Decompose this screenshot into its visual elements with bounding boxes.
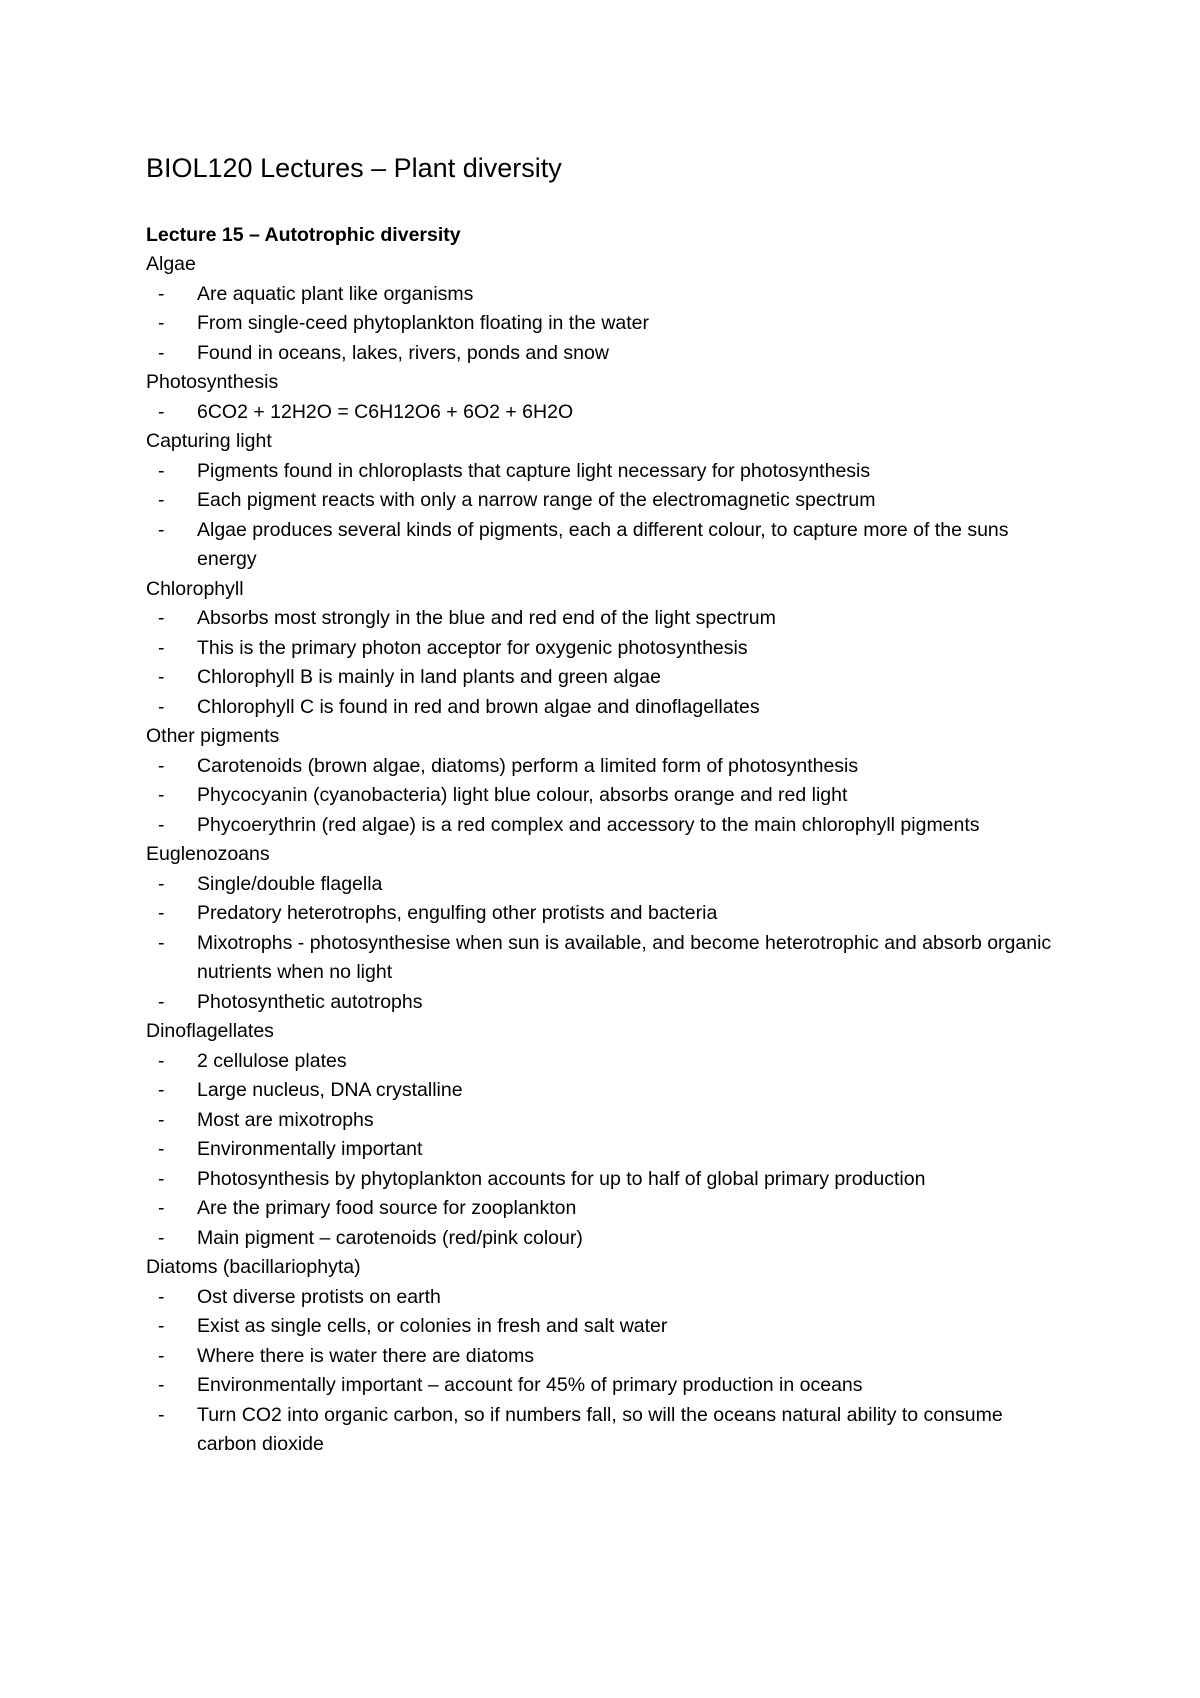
bullet-text: Main pigment – carotenoids (red/pink colour): [197, 1226, 583, 1249]
bullet-item: [146, 1135, 1056, 1165]
bullet-text: Chlorophyll C is found in red and brown algae and dinoflagellates: [197, 695, 760, 718]
bullet-dash: -: [158, 1197, 165, 1219]
bullet-dash: -: [158, 784, 165, 806]
bullet-item: [146, 309, 1056, 339]
bullet-item: [146, 1165, 1056, 1195]
bullet-text: Predatory heterotrophs, engulfing other protists and bacteria: [197, 902, 718, 924]
bullet-text: Photosynthesis by phytoplankton accounts for up to half of global primary production: [197, 1167, 926, 1190]
section-heading: Photosynthesis: [146, 371, 279, 393]
bullet-dash: -: [158, 902, 165, 924]
bullet-text: Turn CO2 into organic carbon, so if numbers fall, so will the oceans natural ability to consume carbon dioxide: [197, 1403, 1003, 1455]
bullet-dash: -: [158, 1079, 165, 1101]
bullet-item: [146, 516, 1056, 575]
bullet-text: Carotenoids (brown algae, diatoms) perform a limited form of photosynthesis: [197, 754, 859, 777]
bullet-item: [146, 870, 1056, 900]
bullet-item: [146, 899, 1056, 929]
bullet-item: [146, 752, 1056, 782]
bullet-list: [146, 457, 1056, 575]
bullet-dash: -: [158, 754, 165, 777]
bullet-item: [146, 781, 1056, 811]
bullet-dash: -: [158, 990, 165, 1013]
bullet-dash: -: [158, 1108, 165, 1131]
lecture-heading: Lecture 15 – Autotrophic diversity: [146, 224, 461, 246]
bullet-item: [146, 811, 1056, 841]
section-heading: Euglenozoans: [146, 843, 270, 865]
bullet-item: [146, 1224, 1056, 1254]
section-heading: Diatoms (bacillariophyta): [146, 1256, 361, 1278]
document-title: BIOL120 Lectures – Plant diversity: [146, 153, 562, 183]
bullet-text: Single/double flagella: [197, 872, 383, 895]
bullet-text: Phycoerythrin (red algae) is a red complex and accessory to the main chlorophyll pigments: [197, 813, 980, 836]
bullet-dash: -: [158, 400, 165, 423]
bullet-item: [146, 634, 1056, 664]
bullet-list: [146, 870, 1056, 1018]
bullet-dash: -: [158, 1285, 165, 1308]
bullet-dash: -: [158, 282, 165, 305]
bullet-list: [146, 1047, 1056, 1254]
bullet-text: Each pigment reacts with only a narrow range of the electromagnetic spectrum: [197, 489, 876, 511]
section-heading: Capturing light: [146, 430, 272, 452]
bullet-item: [146, 1312, 1056, 1342]
bullet-text: From single-ceed phytoplankton floating in the water: [197, 312, 650, 334]
bullet-item: [146, 1076, 1056, 1106]
bullet-text: Pigments found in chloroplasts that capture light necessary for photosynthesis: [197, 459, 871, 482]
bullet-item: [146, 457, 1056, 487]
bullet-text: Phycocyanin (cyanobacteria) light blue colour, absorbs orange and red light: [197, 784, 848, 806]
bullet-text: Large nucleus, DNA crystalline: [197, 1079, 463, 1101]
bullet-list: [146, 398, 1056, 428]
bullet-list: [146, 1283, 1056, 1460]
bullet-dash: -: [158, 1138, 165, 1160]
bullet-dash: -: [158, 1226, 165, 1249]
bullet-item: [146, 1401, 1056, 1460]
bullet-text: 2 cellulose plates: [197, 1049, 347, 1072]
bullet-text: Mixotrophs - photosynthesise when sun is available, and become heterotrophic and absorb organic nutrients when no light: [197, 931, 1052, 983]
section-heading: Other pigments: [146, 725, 280, 747]
bullet-text: Photosynthetic autotrophs: [197, 990, 423, 1013]
bullet-dash: -: [158, 607, 165, 629]
bullet-text: 6CO2 + 12H2O = C6H12O6 + 6O2 + 6H2O: [197, 400, 574, 423]
bullet-text: Are the primary food source for zooplankton: [197, 1197, 577, 1219]
bullet-list: [146, 280, 1056, 369]
bullet-item: [146, 1047, 1056, 1077]
bullet-dash: -: [158, 931, 165, 954]
bullet-dash: -: [158, 489, 165, 511]
bullet-item: [146, 1371, 1056, 1401]
bullet-item: [146, 929, 1056, 988]
bullet-item: [146, 1342, 1056, 1372]
bullet-dash: -: [158, 518, 165, 541]
bullet-item: [146, 1283, 1056, 1313]
bullet-text: Environmentally important: [197, 1138, 423, 1160]
bullet-dash: -: [158, 1344, 165, 1367]
bullet-text: This is the primary photon acceptor for oxygenic photosynthesis: [197, 636, 748, 659]
bullet-item: [146, 486, 1056, 516]
bullet-dash: -: [158, 1049, 165, 1072]
bullet-dash: -: [158, 1403, 165, 1426]
bullet-text: Exist as single cells, or colonies in fresh and salt water: [197, 1315, 668, 1337]
bullet-dash: -: [158, 1315, 165, 1337]
bullet-item: [146, 663, 1056, 693]
bullet-item: [146, 604, 1056, 634]
bullet-dash: -: [158, 341, 165, 364]
section-heading: Chlorophyll: [146, 577, 244, 600]
bullet-text: Ost diverse protists on earth: [197, 1285, 441, 1308]
bullet-item: [146, 1194, 1056, 1224]
bullet-list: [146, 752, 1056, 841]
bullet-item: [146, 280, 1056, 310]
bullet-text: Environmentally important – account for 45% of primary production in oceans: [197, 1374, 863, 1396]
sections-container: [146, 250, 1056, 1460]
bullet-item: [146, 693, 1056, 723]
bullet-list: [146, 604, 1056, 722]
bullet-dash: -: [158, 1167, 165, 1190]
section-heading: Algae: [146, 253, 196, 275]
bullet-text: Are aquatic plant like organisms: [197, 282, 474, 305]
bullet-dash: -: [158, 872, 165, 895]
bullet-item: [146, 398, 1056, 428]
bullet-dash: -: [158, 636, 165, 659]
bullet-text: Found in oceans, lakes, rivers, ponds and snow: [197, 341, 609, 364]
bullet-item: [146, 988, 1056, 1018]
bullet-text: Absorbs most strongly in the blue and red end of the light spectrum: [197, 607, 776, 629]
bullet-dash: -: [158, 1374, 165, 1396]
bullet-item: [146, 339, 1056, 369]
section-heading: Dinoflagellates: [146, 1020, 274, 1042]
bullet-dash: -: [158, 459, 165, 482]
bullet-text: Chlorophyll B is mainly in land plants and green algae: [197, 666, 661, 688]
bullet-text: Where there is water there are diatoms: [197, 1344, 535, 1367]
bullet-dash: -: [158, 666, 165, 688]
bullet-dash: -: [158, 695, 165, 718]
bullet-text: Most are mixotrophs: [197, 1108, 374, 1131]
bullet-item: [146, 1106, 1056, 1136]
bullet-dash: -: [158, 813, 165, 836]
bullet-dash: -: [158, 312, 165, 334]
document-page: [146, 150, 1056, 1460]
bullet-text: Algae produces several kinds of pigments, each a different colour, to capture more of the suns energy: [197, 518, 1009, 570]
